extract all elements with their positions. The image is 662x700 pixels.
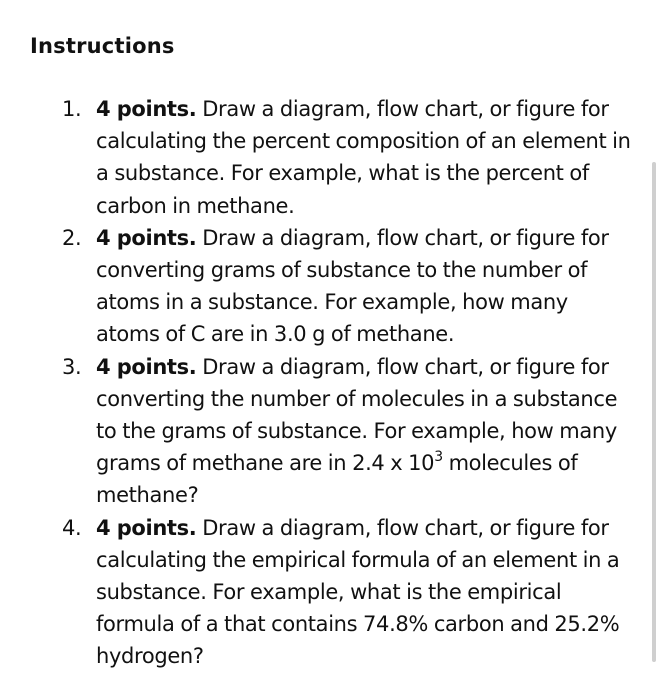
instructions-list (0, 93, 662, 673)
list-item (0, 512, 662, 673)
item-text: Draw a diagram, flow chart, or figure for calculating the percent composition of an element in a substance. For example, what is the percent of carbon in methane. (96, 97, 631, 218)
item-points: 4 points. (96, 225, 197, 250)
item-number: 4. (62, 515, 82, 540)
item-text: Draw a diagram, flow chart, or figure for converting grams of substance to the number of atoms in a substance. For example, how many atoms of C are in 3.0 g of methane. (96, 225, 609, 347)
item-text: Draw a diagram, flow chart, or figure for converting the number of molecules in a substance to the grams of substance. For example, how many grams of methane are in 2.4 (96, 354, 618, 476)
item-points: 4 points. (96, 515, 197, 540)
item-points: 4 points. (96, 354, 197, 379)
list-item (0, 93, 662, 222)
item-number: 1. (62, 97, 82, 121)
item-number: 2. (62, 225, 82, 250)
page-title: Instructions (30, 34, 175, 58)
item-text: Draw a diagram, flow chart, or figure for calculating the empirical formula of an element in a substance. For example, what is the empirical formula of a that contains 74.8% carbon and 25.2% hydrogen? (96, 515, 620, 669)
item-text-after: molecules of methane? (96, 451, 578, 508)
list-item (0, 222, 662, 351)
item-text-exponent: 3 (434, 449, 443, 466)
vertical-scrollbar[interactable] (652, 162, 656, 662)
item-text-base: x 10 (390, 451, 435, 476)
list-item (0, 351, 662, 512)
item-number: 3. (62, 354, 82, 379)
item-points: 4 points. (96, 97, 197, 121)
